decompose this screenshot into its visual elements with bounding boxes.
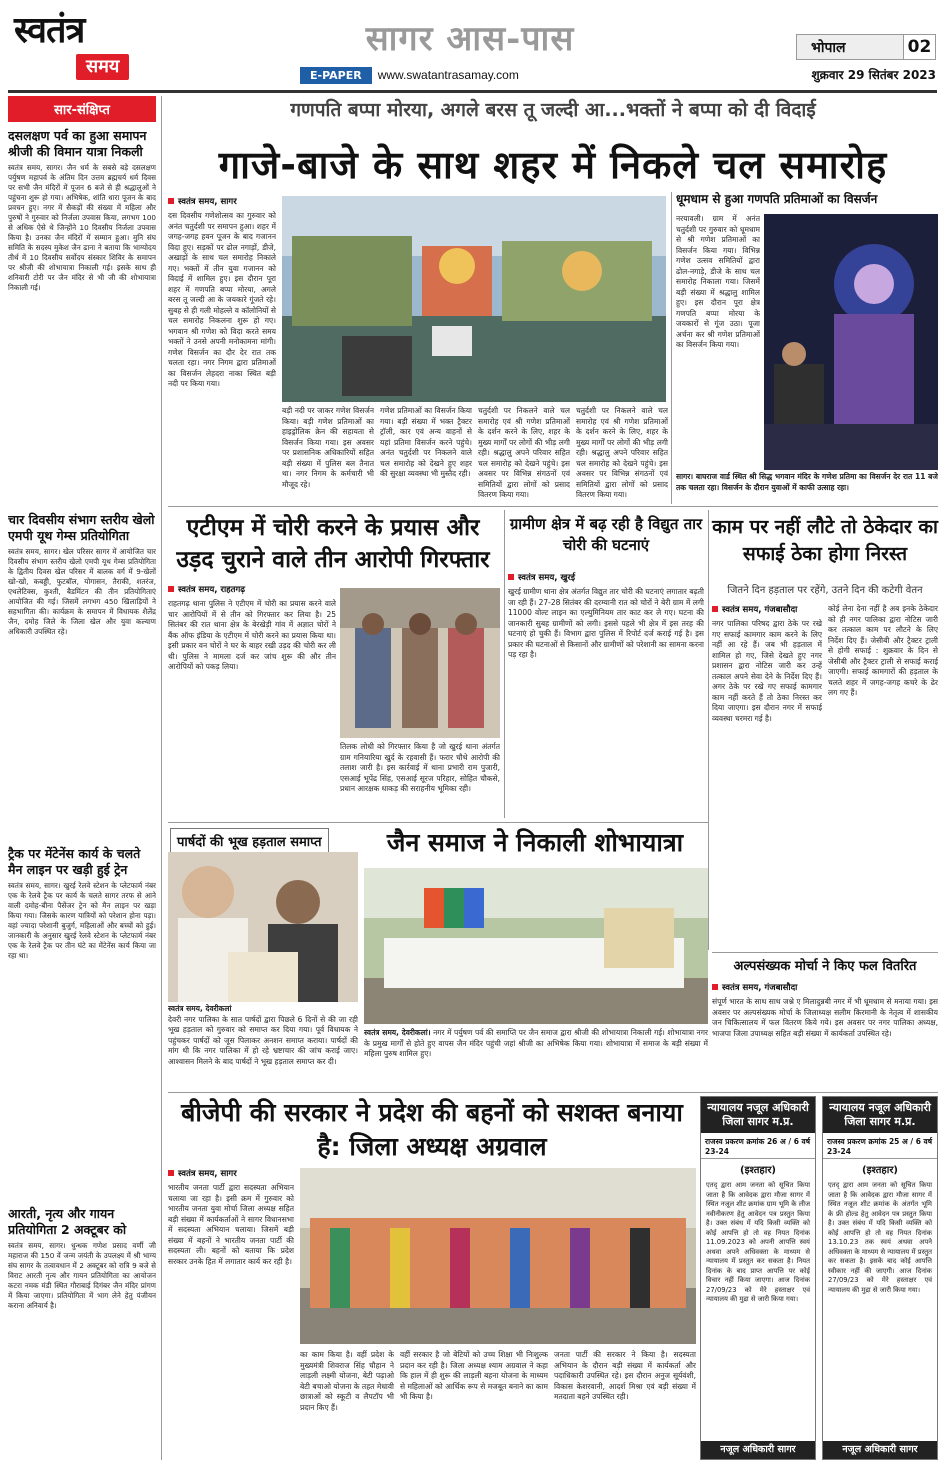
cleaning-col-2	[828, 604, 938, 950]
brief-title: ट्रैक पर मेंटेनेंस कार्य के चलते मैन लाइन पर खड़ी हुई ट्रेन	[8, 846, 141, 877]
minority-front-byline: स्वतंत्र समय, गंजबासौदा	[712, 982, 938, 993]
website-link[interactable]: www.swatantrasamay.com	[377, 68, 519, 82]
brief-title: चार दिवसीय संभाग स्तरीय खेलो एमपी यूथ गेम्स प्रतियोगिता	[8, 512, 155, 543]
brief-item[interactable]	[8, 1206, 156, 1460]
hunger-strike-body: देवरी नगर पालिका के सात पार्षदों द्वारा पिछले 6 दिनों से की जा रही भूख हड़ताल को गुरुवार को समाप्त कर दिया गया। पूर्व विधायक ने पहुंचकर पार्षदों को जूस पिलाकर अनशन समाप्त कराया। पार्षदों की मांग थी कि नगर पालिका में हो रहे भ्रष्टाचार की जांच कराई जाए। आश्वासन मिलने के बाद पार्षदों ने भूख हड़ताल समाप्त कर दी।	[168, 1014, 358, 1066]
cleaning-subhead: जितने दिन हड़ताल पर रहेंगे, उतने दिन की कटेगी वेतन	[727, 585, 923, 596]
atm-col-1	[168, 584, 336, 816]
bjp-body-3: वहीं सरकार है जो बेटियों को उच्च शिक्षा भी निःशुल्क प्रदान कर रही है। जिला अध्यक्ष श्याम अग्रवाल ने कहा कि हाल में ही शुरू की लाड़ली बहना योजना के माध्यम से महिलाओं को आर्थिक रूप से मजबूत बनाने का काम भी किया है।	[400, 1350, 548, 1401]
masthead	[0, 0, 945, 92]
lead-headline[interactable]: गाजे-बाजे के साथ शहर में निकले चल समारोह	[218, 143, 888, 187]
notice-body: एतद् द्वारा आम जनता को सूचित किया जाता है कि आवेदक द्वारा मौजा सागर में स्थित नजूल शीट क्रमांक के अंतर्गत भूमि के फ्री होल्ड हेतु आवेदन पत्र प्रस्तुत किया है। उक्त संबंध में यदि किसी व्यक्ति को कोई आपत्ति हो तो वह नियत दिनांक 13.10.23 तक स्वयं अथवा अपने अधिवक्ता के माध्यम से न्यायालय में प्रस्तुत कर सकता है। इसके बाद कोई आपत्ति स्वीकार नहीं की जाएगी। आज दिनांक 27/09/23 को मेरे हस्ताक्षर एवं न्यायालय की मुद्रा से जारी किया गया।	[828, 1181, 932, 1294]
wire-theft-headline[interactable]: ग्रामीण क्षेत्र में बढ़ रही है विद्युत तार चोरी की घटनाएं	[509, 515, 703, 554]
newspaper-logo[interactable]	[14, 8, 174, 86]
lead-body-5: चतुर्दशी पर निकलने वाले चल समारोह एवं श्री गणेश प्रतिमाओं के दर्शन करने के लिए, शहर के मुख्य मार्गों पर लोगों की भीड़ लगी रही। श्रद्धालु अपने परिवार सहित चल समारोह को देखने पहुंचे। इस अवसर पर विभिन्न संगठनों एवं समितियों द्वारा लोगों को प्रसाद वितरण किया गया।	[576, 406, 668, 499]
bjp-byline: स्वतंत्र समय, सागर	[168, 1168, 294, 1179]
atm-col-2	[340, 742, 500, 818]
visarjan-body-col	[676, 214, 760, 486]
epaper-tag[interactable]: E-PAPER	[300, 67, 372, 84]
hunger-strike-body-col	[168, 1004, 358, 1094]
notice-reference: राजस्व प्रकरण क्रमांक 25 अ / 6 वर्ष 23-24	[823, 1133, 937, 1159]
section-divider	[168, 1092, 938, 1093]
section-divider	[168, 822, 708, 823]
atm-byline: स्वतंत्र समय, राहतगढ़	[168, 584, 336, 595]
epaper-bar	[300, 66, 640, 84]
visarjan-caption: सागर। बाघराज वार्ड स्थित श्री सिद्ध भगवान मंदिर के गणेश प्रतिमा का विसर्जन देर रात 11 बजे तक चलता रहा। विसर्जन के दौरान युवाओं में काफी उत्साह रहा।	[676, 472, 938, 492]
logo-top-text: स्वतंत्र	[14, 9, 85, 51]
lead-story-col-2	[282, 406, 374, 500]
court-notice[interactable]	[822, 1096, 938, 1460]
cleaning-body-2: कोई लेना देना नहीं है अब इनके ठेकेदार को ही नगर पालिका द्वारा नोटिस जारी कर तत्काल काम पर लौटने के लिए निर्देश दिए हैं। जेसीबी और ट्रैक्टर ट्राली से होगी सफाई : शुक्रवार के दिन से जेसीबी और ट्रैक्टर ट्राली से सफाई कराई जाएगी। सफाई कामगारों की हड़ताल के चलते शहर में जगह-जगह कचरे के ढेर लग गए हैं।	[828, 604, 938, 697]
section-title: सागर आस-पास	[365, 19, 575, 59]
lead-body-3: गणेश प्रतिमाओं का विसर्जन किया गया। बड़ी संख्या में भक्त ट्रैक्टर ट्रॉली, कार एवं अन्य वाहनों से यहां प्रतिमा विसर्जन करने पहुंचे। अनंत चतुर्दशी पर निकलने वाले चल समारोह को देखने हुए शहर की सुरक्षा व्यवस्था भी मुस्तैद रही।	[380, 406, 472, 478]
visarjan-headline: धूमधाम से हुआ गणपति प्रतिमाओं का विसर्जन	[676, 192, 878, 206]
cleaning-headline[interactable]: काम पर नहीं लौटे तो ठेकेदार का सफाई ठेका होगा निरस्त	[712, 516, 938, 565]
notice-heading: न्यायालय नजूल अधिकारी जिला सागर म.प्र.	[701, 1097, 815, 1133]
wire-theft-byline: स्वतंत्र समय, खुरई	[508, 572, 704, 583]
atm-body-1: राहतगढ़ थाना पुलिस ने एटीएम में चोरी का प्रयास करने वाले चार आरोपियों में से तीन को गिरफ्तार कर लिया है। 25 सितंबर की रात थाना क्षेत्र के बेरखेड़ी गांव में अज्ञात चोरों ने बैंक ऑफ इंडिया के एटीएम में चोरी करने का प्रयास किया था। इसी प्रकार वन चोरों ने घर के बाहर रखी उड़द की चोरी कर ली थी। पुलिस ने मामला दर्ज कर जांच शुरू की और तीन आरोपियों को पकड़ लिया।	[168, 599, 336, 671]
brief-title: दसलक्षण पर्व का हुआ समापन श्रीजी की विमान यात्रा निकली	[8, 128, 147, 159]
minority-front-story	[712, 982, 938, 1088]
section-divider	[168, 506, 938, 507]
masthead-rule	[8, 90, 937, 93]
hunger-strike-byline: स्वतंत्र समय, देवरीकलां	[168, 1004, 232, 1013]
lead-byline: स्वतंत्र समय, सागर	[168, 196, 276, 207]
edition-city: भोपाल	[811, 39, 846, 56]
jain-procession-headline[interactable]: जैन समाज ने निकाली शोभायात्रा	[386, 828, 684, 857]
issue-date: शुक्रवार 29 सितंबर 2023	[811, 68, 936, 82]
lead-story-col-1	[168, 196, 276, 496]
hunger-strike-photo	[168, 852, 358, 1002]
edition-box	[796, 34, 936, 60]
sidebar-heading: सार-संक्षिप्त	[8, 96, 156, 122]
atm-arrest-photo	[340, 588, 500, 738]
bjp-headline[interactable]: बीजेपी की सरकार ने प्रदेश की बहनों को सशक्त बनाया है: जिला अध्यक्ष अग्रवाल	[181, 1098, 683, 1161]
jain-procession-photo	[364, 868, 708, 1024]
wire-theft-body: खुरई ग्रामीण थाना क्षेत्र अंतर्गत विद्युत तार चोरी की घटनाएं लगातार बढ़ती जा रही हैं। 27-28 सितंबर की दरम्यानी रात को चोरों ने बेरी ग्राम में लगी 11000 वोल्ट लाइन का एल्युमिनियम तार काट कर ले गए। घटना की जानकारी सुबह ग्रामीणों को लगी। इससे पहले भी क्षेत्र में इस तरह की घटनाएं हो चुकी हैं। विभाग द्वारा पुलिस में रिपोर्ट दर्ज कराई गई है। इस प्रकार की घटनाओं से किसानों और ग्रामीणों को परेशानी का सामना करना पड़ रहा है।	[508, 587, 704, 659]
hunger-strike-headline[interactable]: पार्षदों की भूख हड़ताल समाप्त	[170, 828, 329, 854]
lead-story-col-5	[576, 406, 668, 500]
brief-item[interactable]	[8, 512, 156, 838]
logo-bottom-text: समय	[76, 54, 129, 80]
brief-title: आरती, नृत्य और गायन प्रतियोगिता 2 अक्टूबर को	[8, 1206, 127, 1237]
bjp-body-2: का काम किया है। वहीं प्रदेश के मुख्यमंत्री शिवराज सिंह चौहान ने लाड़ली लक्ष्मी योजना, बेटी पढ़ाओ बेटी बचाओ योजना के तहत मेधावी छात्राओं को स्कूटी व लैपटॉप भी प्रदान किए हैं।	[300, 1350, 394, 1412]
notice-reference: राजस्व प्रकरण क्रमांक 26 अ / 6 वर्ष 23-24	[701, 1133, 815, 1159]
lead-body-1: दस दिवसीय गणेशोत्सव का गुरुवार को अनंत चतुर्दशी पर समापन हुआ। शहर में जगह-जगह हवन पूजन के बाद गजानन विदा हुए। सड़कों पर ढोल नगाड़ों, डीजे, अखाड़ों के साथ चल समारोह निकाले गए। भक्तों में तीन युवा गजानन को विदाई में शामिल हुए। इस दौरान पूरा शहर में गणपति बप्पा मोरया, अगले बरस तू जल्दी आ के जयकारे गूंजते रहे। सुबह से ही गली मोहल्ले व कॉलोनियों से चल समारोह निकलना शुरू हो गए। भगवान श्री गणेश को विदा करते समय भक्तों ने उनसे अपनी मनोकामना मांगी। गणेश विसर्जन का दौर देर रात तक चलता रहा। नगर निगम द्वारा प्रतिमाओं का विसर्जन लेहदरा नाका स्थित बड़ी नदी पर किया गया।	[168, 211, 276, 388]
cleaning-body-1: नगर पालिका परिषद द्वारा ठेके पर रखे गए सफाई कामगार काम करने के लिए नहीं आ रहे हैं। जब भी हड़ताल में शामिल हो गए, जिसे देखते हुए नगर प्रशासन द्वारा नोटिस जारी कर उन्हें तत्काल अपने सेवा देने के निर्देश दिए हैं। अगर ठेके पर रखे गए सफाई कामगार काम नहीं करते हैं तो ठेका निरस्त कर दिया जाएगा। इस दौरान नगर में सफाई व्यवस्था चरमरा गई है।	[712, 619, 822, 723]
atm-body-2: तिलक लोधी को गिरफ्तार किया है जो खुरई थाना अंतर्गत ग्राम गनियारिया खुर्द के रहवासी हैं। फरार चौथे आरोपी की तलाश जारी है। इस कार्रवाई में थाना प्रभारी राम पुजारी, एसआई भूपेंद्र सिंह, एसआई सूरज परिहार, सोहित चौकसे, प्रधान आरक्षक धाकड़ की सराहनीय भूमिका रही।	[340, 742, 500, 793]
section-divider	[712, 952, 938, 953]
notice-body: एतद् द्वारा आम जनता को सूचित किया जाता है कि आवेदक द्वारा मौजा सागर में स्थित नजूल शीट क्रमांक ग्राम भूमि के लीज नवीनीकरण हेतु आवेदन पत्र प्रस्तुत किया है। उक्त संबंध में यदि किसी व्यक्ति को कोई आपत्ति हो तो वह नियत दिनांक 11.09.2023 को अपनी आपत्ति स्वयं अथवा अपने अधिवक्ता के माध्यम से न्यायालय में प्रस्तुत कर सकता है। नियत दिनांक के बाद प्राप्त आपत्ति पर कोई विचार नहीं किया जाएगा। आज दिनांक 27/09/23 को मेरे हस्ताक्षर एवं न्यायालय की मुद्रा से जारी किया गया।	[706, 1181, 810, 1303]
cleaning-col-1	[712, 604, 822, 950]
lead-kicker: गणपति बप्पा मोरया, अगले बरस तू जल्दी आ...भक्तों ने बप्पा को दी विदाई	[290, 99, 816, 121]
notice-subtitle: (इश्तहार)	[862, 1165, 898, 1176]
column-divider	[671, 192, 672, 504]
brief-body: स्वतंत्र समय, सागर। धुन्धक गणेश प्रसाद वर्णी जी महाराज की 150 वें जन्म जयंती के उपलक्ष्य में श्री भाग्य संघ सागर के तत्वावधान में 2 अक्टूबर को रात्रि 9 बजे से विराट आरती नृत्य और गायन प्रतियोगिता का आयोजन कटरा नमक मंडी स्थित गौराबाई दिगंबर जैन मंदिर प्रांगण में किया जाएगा। प्रतियोगिता में भाग लेने हेतु पंजीयन कराना अनिवार्य है।	[8, 1241, 156, 1310]
ganesh-photo	[282, 196, 666, 402]
minority-front-body: संपूर्ण भारत के साथ साथ जश्ने ए मिलादुन्नबी नगर में भी धूमधाम से मनाया गया। इस अवसर पर अल्पसंख्यक मोर्चा के जिलाध्यक्ष सलीम किरमानी के नेतृत्व में शासकीय जन चिकित्सालय में फल वितरण किये गये। इस अवसर पर नगर पालिका अध्यक्ष, भाजपा जिला उपाध्यक्ष सहित बड़ी संख्या में कार्यकर्ता उपस्थित रहे।	[712, 997, 938, 1038]
bjp-body-4: जनता पार्टी की सरकार ने किया है। सदस्यता अभियान के दौरान बड़ी संख्या में कार्यकर्ता और पदाधिकारी उपस्थित रहे। इस दौरान अनुज सूर्यवंशी, विकास केशरवानी, आदर्श मिश्रा एवं बड़ी संख्या में मतदाता बहने उपस्थित रही।	[554, 1350, 696, 1401]
notice-signature: नजूल अधिकारी सागर	[701, 1441, 815, 1459]
visarjan-photo	[764, 214, 938, 470]
jain-caption-text: नगर में पर्युषण पर्व की समाप्ति पर जैन समाज द्वारा श्रीजी की शोभायात्रा निकाली गई। शोभायात्रा नगर के प्रमुख मार्गों से होते हुए वापस जैन मंदिर पहुंची जहां श्रीजी का अभिषेक किया गया। शोभायात्रा में समाज के बड़ी संख्या में महिला पुरुष शामिल हुए।	[364, 1028, 708, 1058]
bjp-col-4	[554, 1350, 696, 1458]
court-notice[interactable]	[700, 1096, 816, 1460]
column-divider	[161, 96, 162, 1460]
brief-body: स्वतंत्र समय, सागर। जैन धर्म के सबसे बड़े दसलक्षण पर्युषण महापर्व के अंतिम दिन उत्तम ब्रह्मचर्य धर्म दिवस पर सभी जैन मंदिरों में पूजन 6 बजे से ही श्रद्धालुओं ने पहुंचना शुरू हो गया। अभिषेक, शांति धारा पूजन के बाद प्रवचन हुए। नगर में सैकड़ों की संख्या में महिला और पुरुषों ने गुरुवार को निर्जला उपवास किया, लगभग 100 से अधिक ऐसे थे जिन्होंने 10 दिवसीय निर्जला उपवास किया है। उनका जैन मंदिरों में सम्मान हुआ। मुनि संघ समिति के सदस्य मुकेश जैन ढाना ने बताया कि भाग्योदय तीर्थ में 10 दिवसीय सर्वोदय संस्कार शिविर के समापन पर श्रीजी की शोभायात्रा निकाली गई। इसके साथ ही शनिवारी टोरी पर जैन मंदिर से भी जी की शोभायात्रा निकाली गई।	[8, 163, 156, 292]
brief-item[interactable]	[8, 128, 156, 504]
notice-subtitle: (इश्तहार)	[740, 1165, 776, 1176]
bjp-col-3	[400, 1350, 548, 1458]
sidebar-briefs	[8, 96, 156, 1460]
bjp-photo	[300, 1168, 696, 1344]
wire-theft-story	[508, 572, 704, 818]
visarjan-body: नरयावली। ग्राम में अनंत चतुर्दशी पर गुरुवार को धूमधाम से श्री गणेश प्रतिमाओं का विसर्जन किया गया। विभिन्न गणेश उत्सव समितियों द्वारा ढोल-नगाड़े, डीजे के साथ चल समारोह निकाला गया। जिसमें बड़ी संख्या में श्रद्धालु शामिल हुए। इस दौरान पूरा क्षेत्र गणपति बप्पा मोरया के जयकारों से गूंज उठा। पूजा अर्चना कर श्री गणेश प्रतिमाओं का विसर्जन किया गया।	[676, 214, 760, 349]
jain-procession-caption	[364, 1028, 708, 1088]
brief-item[interactable]	[8, 846, 156, 1198]
lead-story-col-4	[478, 406, 570, 500]
atm-headline[interactable]: एटीएम में चोरी करने के प्रयास और उड़द चुराने वाले तीन आरोपी गिरफ्तार	[176, 515, 490, 573]
page-number: 02	[903, 35, 935, 59]
lead-story-col-3	[380, 406, 472, 500]
bjp-col-2	[300, 1350, 394, 1458]
notice-heading: न्यायालय नजूल अधिकारी जिला सागर म.प्र.	[823, 1097, 937, 1133]
bjp-body-1: भारतीय जनता पार्टी द्वारा सदस्यता अभियान चलाया जा रहा है। इसी क्रम में गुरुवार को भारतीय जनता युवा मोर्चा जिला अध्यक्ष सहित बड़ी संख्या में कार्यकर्ताओं ने सागर विधानसभा में सदस्यता अभियान चलाया। जिसमें बड़ी संख्या में बहनों ने भारतीय जनता पार्टी की सदस्यता ली। बहनों को बताया कि प्रदेश सरकार उनके हित में लगातार कार्य कर रही है।	[168, 1183, 294, 1266]
notice-signature: नजूल अधिकारी सागर	[823, 1441, 937, 1459]
cleaning-byline: स्वतंत्र समय, गंजबासौदा	[712, 604, 822, 615]
minority-front-headline[interactable]: अल्पसंख्यक मोर्चा ने किए फल वितरित	[733, 959, 917, 974]
jain-caption-byline: स्वतंत्र समय, देवरीकलां।	[364, 1028, 431, 1037]
brief-body: स्वतंत्र समय, सागर। खुरई रेलवे स्टेशन के प्लेटफार्म नंबर एक के रेलवे ट्रैक पर कार्य के चलते सागर तरफ से आने वाली दमोह-बीना पैसेंजर ट्रेन को मैन लाइन पर खड़ा किया गया। जिसके कारण यात्रियों को परेशान होना पड़ा। वहां ज्यादा परेशानी बुजुर्ग, महिलाओं और बच्चों को हुई। जानकारी के अनुसार खुरई रेलवे स्टेशन के प्लेटफार्म नंबर एक के रेलवे ट्रैक पर तीन घंटे का मेंटेनेंस कार्य किया जा रहा था।	[8, 881, 156, 960]
lead-body-2: बड़ी नदी पर जाकर गणेश विसर्जन किया। बड़ी गणेश प्रतिमाओं का हाइड्रोलिक क्रेन की सहायता से विसर्जन किया गया। इस अवसर पर प्रशासनिक अधिकारियों सहित बड़ी संख्या में पुलिस बल तैनात था। नगर निगम के कर्मचारी भी मौजूद रहे।	[282, 406, 374, 489]
bjp-col-1	[168, 1168, 294, 1458]
column-divider	[708, 510, 709, 950]
brief-body: स्वतंत्र समय, सागर। खेल परिसर सागर में आयोजित चार दिवसीय संभाग स्तरीय खेलो एमपी यूथ गेम्स प्रतियोगिता के द्वितीय दिवस खेल परिसर में बालक वर्ग में 9-खेलों खो-खो, कबड्डी, फुटबॉल, योगासन, तैराकी, शतरंज, एथलेटिक्स, कुश्ती, बैडमिंटन की तीन प्रतियोगिताएं आयोजित की गई। जिसमें लगभग 450 खिलाड़ियों ने सहभागिता की। कार्यक्रम के समापन में विधायक शैलेंद्र जैन, दमोह जिले के जिला खेल और युवा कल्याण अधिकारी उपस्थित रहे।	[8, 547, 156, 636]
column-divider	[504, 510, 505, 818]
lead-body-4: चतुर्दशी पर निकलने वाले चल समारोह एवं श्री गणेश प्रतिमाओं के दर्शन करने के लिए, शहर के मुख्य मार्गों पर लोगों की भीड़ लगी रही। श्रद्धालु अपने परिवार सहित चल समारोह को देखने पहुंचे। इस अवसर पर विभिन्न संगठनों एवं समितियों द्वारा लोगों को प्रसाद वितरण किया गया।	[478, 406, 570, 499]
